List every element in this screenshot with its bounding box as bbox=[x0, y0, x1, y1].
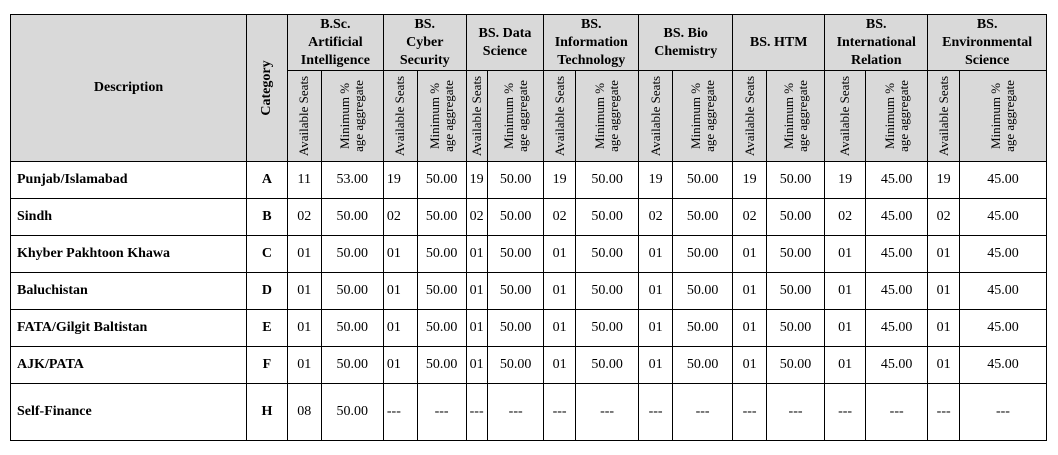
available-seats-cell: 19 bbox=[466, 162, 487, 199]
min-aggregate-cell: 50.00 bbox=[575, 310, 638, 347]
available-seats-cell: --- bbox=[544, 384, 576, 441]
available-seats-header: Available Seats bbox=[383, 71, 417, 162]
table-row bbox=[11, 347, 1047, 384]
available-seats-cell: 01 bbox=[928, 310, 960, 347]
min-aggregate-cell: 50.00 bbox=[766, 273, 824, 310]
min-aggregate-cell: 50.00 bbox=[575, 347, 638, 384]
min-aggregate-cell: 45.00 bbox=[959, 236, 1046, 273]
available-seats-header: Available Seats bbox=[544, 71, 576, 162]
available-seats-cell: 01 bbox=[466, 310, 487, 347]
min-aggregate-cell: 50.00 bbox=[417, 162, 466, 199]
available-seats-cell: 01 bbox=[383, 273, 417, 310]
min-aggregate-cell: 50.00 bbox=[417, 199, 466, 236]
available-seats-cell: 01 bbox=[733, 273, 767, 310]
program-header: BS. Environmental Science bbox=[928, 15, 1047, 71]
table-row bbox=[11, 310, 1047, 347]
available-seats-cell: 01 bbox=[383, 310, 417, 347]
program-header: BS. HTM bbox=[733, 15, 825, 71]
min-aggregate-cell: 45.00 bbox=[959, 347, 1046, 384]
seats-table bbox=[10, 14, 1047, 441]
min-aggregate-cell: 45.00 bbox=[959, 310, 1046, 347]
min-aggregate-cell: --- bbox=[488, 384, 544, 441]
available-seats-cell: 19 bbox=[825, 162, 866, 199]
min-aggregate-cell: 50.00 bbox=[488, 162, 544, 199]
row-description: Baluchistan bbox=[11, 273, 247, 310]
available-seats-cell: 01 bbox=[928, 236, 960, 273]
table-body bbox=[11, 162, 1047, 441]
available-seats-cell: --- bbox=[383, 384, 417, 441]
available-seats-cell: 19 bbox=[383, 162, 417, 199]
available-seats-header: Available Seats bbox=[639, 71, 673, 162]
available-seats-cell: 01 bbox=[639, 310, 673, 347]
available-seats-cell: 19 bbox=[639, 162, 673, 199]
available-seats-cell: 01 bbox=[639, 273, 673, 310]
min-aggregate-cell: 50.00 bbox=[766, 162, 824, 199]
min-aggregate-cell: --- bbox=[866, 384, 928, 441]
program-header: BS. International Relation bbox=[825, 15, 928, 71]
min-aggregate-cell: 50.00 bbox=[766, 347, 824, 384]
available-seats-cell: 01 bbox=[466, 347, 487, 384]
available-seats-cell: 19 bbox=[733, 162, 767, 199]
min-aggregate-header: Minimum % age aggregate bbox=[321, 71, 383, 162]
min-aggregate-cell: 50.00 bbox=[766, 310, 824, 347]
row-category: D bbox=[247, 273, 288, 310]
min-aggregate-cell: 45.00 bbox=[866, 236, 928, 273]
available-seats-cell: 01 bbox=[544, 236, 576, 273]
min-aggregate-cell: 50.00 bbox=[488, 236, 544, 273]
min-aggregate-cell: 50.00 bbox=[321, 384, 383, 441]
row-category: A bbox=[247, 162, 288, 199]
available-seats-cell: 01 bbox=[928, 347, 960, 384]
min-aggregate-cell: 50.00 bbox=[672, 273, 732, 310]
available-seats-cell: 01 bbox=[639, 236, 673, 273]
min-aggregate-cell: 50.00 bbox=[417, 236, 466, 273]
available-seats-cell: 01 bbox=[287, 236, 321, 273]
min-aggregate-cell: 50.00 bbox=[321, 347, 383, 384]
available-seats-cell: 02 bbox=[466, 199, 487, 236]
available-seats-cell: 01 bbox=[544, 273, 576, 310]
min-aggregate-header: Minimum % age aggregate bbox=[417, 71, 466, 162]
available-seats-cell: 01 bbox=[639, 347, 673, 384]
min-aggregate-cell: --- bbox=[959, 384, 1046, 441]
available-seats-cell: 01 bbox=[466, 236, 487, 273]
available-seats-header: Available Seats bbox=[733, 71, 767, 162]
available-seats-cell: 02 bbox=[928, 199, 960, 236]
row-description: Punjab/Islamabad bbox=[11, 162, 247, 199]
available-seats-cell: 01 bbox=[825, 310, 866, 347]
min-aggregate-cell: 50.00 bbox=[321, 236, 383, 273]
available-seats-cell: 01 bbox=[733, 347, 767, 384]
min-aggregate-cell: 45.00 bbox=[866, 162, 928, 199]
min-aggregate-cell: 50.00 bbox=[672, 347, 732, 384]
available-seats-cell: 01 bbox=[928, 273, 960, 310]
row-description: Sindh bbox=[11, 199, 247, 236]
program-header: BS. Information Technology bbox=[544, 15, 639, 71]
min-aggregate-cell: 50.00 bbox=[575, 199, 638, 236]
min-aggregate-header: Minimum % age aggregate bbox=[866, 71, 928, 162]
available-seats-cell: 01 bbox=[466, 273, 487, 310]
table-row bbox=[11, 273, 1047, 310]
available-seats-cell: --- bbox=[733, 384, 767, 441]
min-aggregate-cell: 50.00 bbox=[321, 310, 383, 347]
available-seats-cell: --- bbox=[639, 384, 673, 441]
row-category: C bbox=[247, 236, 288, 273]
min-aggregate-cell: 45.00 bbox=[866, 310, 928, 347]
description-header: Description bbox=[11, 15, 247, 162]
min-aggregate-cell: 45.00 bbox=[866, 273, 928, 310]
min-aggregate-cell: 50.00 bbox=[575, 273, 638, 310]
available-seats-cell: 01 bbox=[544, 310, 576, 347]
available-seats-cell: 01 bbox=[287, 310, 321, 347]
available-seats-cell: 01 bbox=[383, 347, 417, 384]
available-seats-cell: 02 bbox=[825, 199, 866, 236]
available-seats-cell: 01 bbox=[287, 347, 321, 384]
table-row bbox=[11, 236, 1047, 273]
available-seats-cell: 01 bbox=[383, 236, 417, 273]
program-header-row bbox=[11, 15, 1047, 71]
available-seats-cell: 02 bbox=[639, 199, 673, 236]
min-aggregate-cell: 50.00 bbox=[321, 273, 383, 310]
available-seats-header: Available Seats bbox=[928, 71, 960, 162]
row-category: H bbox=[247, 384, 288, 441]
table-row bbox=[11, 162, 1047, 199]
row-description: AJK/PATA bbox=[11, 347, 247, 384]
min-aggregate-header: Minimum % age aggregate bbox=[672, 71, 732, 162]
available-seats-cell: 02 bbox=[287, 199, 321, 236]
min-aggregate-header: Minimum % age aggregate bbox=[959, 71, 1046, 162]
program-header: B.Sc. Artificial Intelligence bbox=[287, 15, 383, 71]
min-aggregate-cell: 50.00 bbox=[766, 236, 824, 273]
available-seats-cell: --- bbox=[466, 384, 487, 441]
program-header: BS. Bio Chemistry bbox=[639, 15, 733, 71]
available-seats-cell: 02 bbox=[383, 199, 417, 236]
available-seats-cell: 02 bbox=[544, 199, 576, 236]
min-aggregate-cell: 50.00 bbox=[672, 162, 732, 199]
min-aggregate-cell: 50.00 bbox=[575, 236, 638, 273]
min-aggregate-cell: 50.00 bbox=[672, 199, 732, 236]
program-header: BS. Cyber Security bbox=[383, 15, 466, 71]
min-aggregate-cell: 50.00 bbox=[417, 273, 466, 310]
row-category: F bbox=[247, 347, 288, 384]
min-aggregate-cell: 50.00 bbox=[417, 310, 466, 347]
min-aggregate-cell: 50.00 bbox=[417, 347, 466, 384]
available-seats-cell: 01 bbox=[544, 347, 576, 384]
available-seats-cell: 19 bbox=[544, 162, 576, 199]
available-seats-cell: 11 bbox=[287, 162, 321, 199]
table-row bbox=[11, 384, 1047, 441]
available-seats-cell: 01 bbox=[733, 236, 767, 273]
min-aggregate-cell: 45.00 bbox=[959, 162, 1046, 199]
available-seats-cell: --- bbox=[928, 384, 960, 441]
available-seats-cell: 02 bbox=[733, 199, 767, 236]
min-aggregate-cell: 45.00 bbox=[866, 347, 928, 384]
row-category: B bbox=[247, 199, 288, 236]
min-aggregate-cell: 50.00 bbox=[488, 199, 544, 236]
row-description: FATA/Gilgit Baltistan bbox=[11, 310, 247, 347]
min-aggregate-cell: 50.00 bbox=[488, 273, 544, 310]
available-seats-cell: 01 bbox=[825, 236, 866, 273]
row-description: Khyber Pakhtoon Khawa bbox=[11, 236, 247, 273]
available-seats-cell: 01 bbox=[287, 273, 321, 310]
row-category: E bbox=[247, 310, 288, 347]
table-row bbox=[11, 199, 1047, 236]
min-aggregate-cell: 50.00 bbox=[672, 310, 732, 347]
min-aggregate-cell: 45.00 bbox=[866, 199, 928, 236]
available-seats-cell: 01 bbox=[825, 273, 866, 310]
min-aggregate-cell: 50.00 bbox=[575, 162, 638, 199]
available-seats-cell: --- bbox=[825, 384, 866, 441]
available-seats-header: Available Seats bbox=[287, 71, 321, 162]
min-aggregate-header: Minimum % age aggregate bbox=[575, 71, 638, 162]
available-seats-cell: 19 bbox=[928, 162, 960, 199]
min-aggregate-cell: --- bbox=[766, 384, 824, 441]
available-seats-header: Available Seats bbox=[825, 71, 866, 162]
min-aggregate-cell: 45.00 bbox=[959, 199, 1046, 236]
min-aggregate-header: Minimum % age aggregate bbox=[766, 71, 824, 162]
available-seats-header: Available Seats bbox=[466, 71, 487, 162]
min-aggregate-cell: --- bbox=[575, 384, 638, 441]
min-aggregate-cell: 50.00 bbox=[321, 199, 383, 236]
min-aggregate-cell: 50.00 bbox=[488, 310, 544, 347]
min-aggregate-cell: --- bbox=[417, 384, 466, 441]
available-seats-cell: 08 bbox=[287, 384, 321, 441]
min-aggregate-cell: 45.00 bbox=[959, 273, 1046, 310]
min-aggregate-cell: 50.00 bbox=[488, 347, 544, 384]
min-aggregate-cell: 50.00 bbox=[766, 199, 824, 236]
min-aggregate-header: Minimum % age aggregate bbox=[488, 71, 544, 162]
available-seats-cell: 01 bbox=[733, 310, 767, 347]
row-description: Self-Finance bbox=[11, 384, 247, 441]
min-aggregate-cell: --- bbox=[672, 384, 732, 441]
category-header: Category bbox=[247, 15, 288, 162]
program-header: BS. Data Science bbox=[466, 15, 544, 71]
min-aggregate-cell: 53.00 bbox=[321, 162, 383, 199]
min-aggregate-cell: 50.00 bbox=[672, 236, 732, 273]
available-seats-cell: 01 bbox=[825, 347, 866, 384]
